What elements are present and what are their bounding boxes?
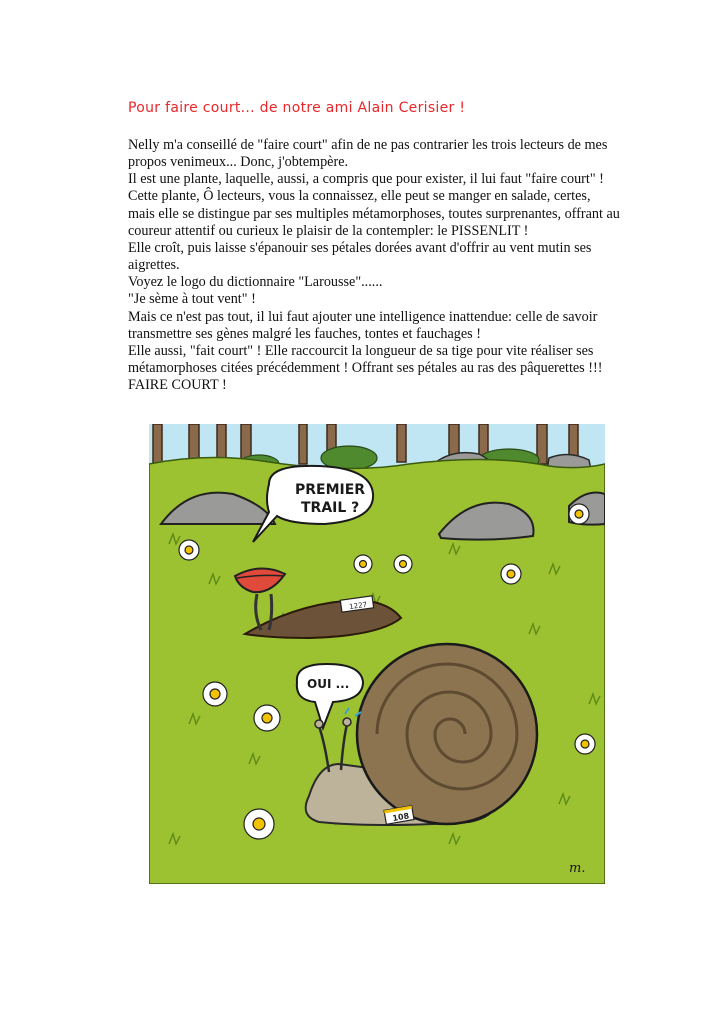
snail-bib-number: 108 — [391, 811, 410, 824]
bubble-bottom-text: OUI ... — [307, 677, 350, 691]
cartoon-illustration — [149, 424, 605, 884]
body-line: Elle aussi, "fait court" ! Elle raccourcit la longueur de sa tige pour vite réaliser ses — [128, 342, 594, 359]
article-body — [128, 137, 648, 394]
body-line: aigrettes. — [128, 257, 180, 274]
article-title: Pour faire court... de notre ami Alain Cerisier ! — [128, 100, 466, 116]
body-line: "Je sème à tout vent" ! — [128, 291, 256, 308]
body-line: coureur attentif ou curieux le plaisir de la contempler: le PISSENLIT ! — [128, 222, 529, 239]
body-line: transmettre ses gènes malgré les fauches, tontes et fauchages ! — [128, 325, 481, 342]
mound-bib-number: 1227 — [348, 600, 368, 612]
bubble-top-line2: TRAIL ? — [301, 500, 360, 516]
body-line: Elle croît, puis laisse s'épanouir ses pétales dorées avant d'offrir au vent mutin ses — [128, 239, 592, 256]
body-line: Cette plante, Ô lecteurs, vous la connaissez, elle peut se manger en salade, certes, — [128, 188, 591, 205]
body-line: métamorphoses citées précédemment ! Offrant ses pétales au ras des pâquerettes !!! — [128, 360, 603, 377]
body-line: mais elle se distingue par ses multiples métamorphoses, toutes surprenantes, offrant au — [128, 205, 620, 222]
artist-signature: m. — [569, 861, 586, 876]
body-line: Il est une plante, laquelle, aussi, a compris que pour exister, il lui faut "faire court" ! — [128, 171, 604, 188]
body-line: propos venimeux... Donc, j'obtempère. — [128, 154, 349, 171]
body-line: Mais ce n'est pas tout, il lui faut ajouter une intelligence inattendue: celle de savoir — [128, 308, 598, 325]
body-line: FAIRE COURT ! — [128, 377, 227, 394]
bubble-top-line1: PREMIER — [295, 482, 366, 498]
body-line: Voyez le logo du dictionnaire "Larousse"...... — [128, 274, 383, 291]
body-line: Nelly m'a conseillé de "faire court" afin de ne pas contrarier les trois lecteurs de mes — [128, 137, 608, 153]
